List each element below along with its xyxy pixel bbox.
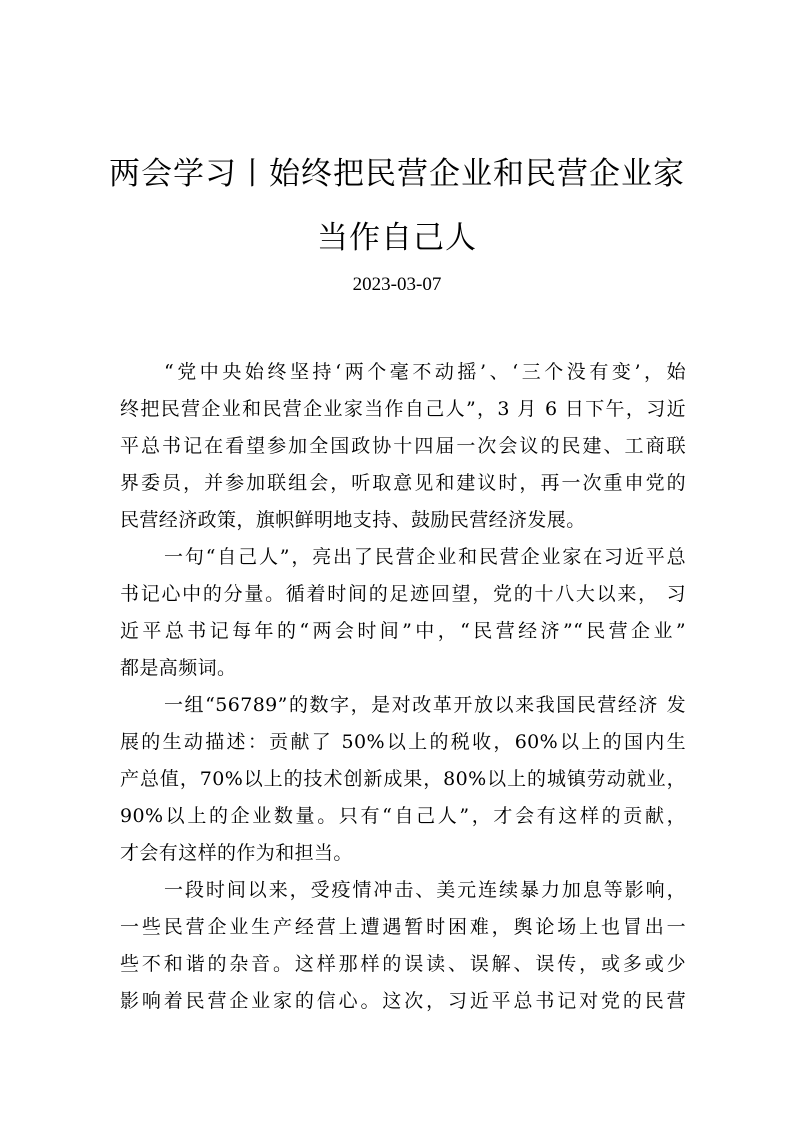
paragraph-line: 书记心中的分量。循着时间的足迹回望，党的十八大以来， 习 <box>120 583 686 605</box>
paragraph-line: “党中央始终坚持‘两个毫不动摇’、‘三个没有变’，始 <box>164 361 686 383</box>
paragraph-line: 一句“自己人”，亮出了民营企业和民营企业家在习近平总 <box>164 546 686 568</box>
paragraph-line: 展的生动描述：贡献了 50%以上的税收，60%以上的国内生 <box>120 731 686 753</box>
paragraph-line: 平总书记在看望参加全国政协十四届一次会议的民建、工商联 <box>120 435 686 457</box>
paragraph-line: 一些民营企业生产经营上遭遇暂时困难，舆论场上也冒出一 <box>120 916 686 938</box>
paragraph-line: 民营经济政策，旗帜鲜明地支持、鼓励民营经济发展。 <box>120 509 586 531</box>
paragraph-line: 终把民营企业和民营企业家当作自己人”，3 月 6 日下午，习近 <box>120 398 686 420</box>
paragraph-line: 一组“56789”的数字，是对改革开放以来我国民营经济 发 <box>164 694 686 716</box>
paragraph-1 <box>120 354 686 539</box>
paragraph-line: 都是高频词。 <box>120 657 237 679</box>
paragraph-line: 些不和谐的杂音。这样那样的误读、误解、误传，或多或少 <box>120 953 686 975</box>
paragraph-4 <box>120 872 686 1020</box>
paragraph-line: 影响着民营企业家的信心。这次，习近平总书记对党的民营 <box>120 990 686 1012</box>
paragraph-line: 一段时间以来，受疫情冲击、美元连续暴力加息等影响， <box>164 879 686 901</box>
article-body <box>120 354 686 1020</box>
document-title-line-2: 当作自己人 <box>317 220 477 256</box>
document-title-line-1: 两会学习丨始终把民营企业和民营企业家 <box>109 156 685 192</box>
publish-date: 2023-03-07 <box>352 274 442 295</box>
paragraph-line: 近平总书记每年的“两会时间”中，“民营经济”“民营企业” <box>120 620 686 642</box>
paragraph-3 <box>120 687 686 872</box>
paragraph-2 <box>120 539 686 687</box>
paragraph-line: 才会有这样的作为和担当。 <box>120 842 353 864</box>
paragraph-line: 90%以上的企业数量。只有“自己人”，才会有这样的贡献， <box>120 805 686 827</box>
paragraph-line: 产总值，70%以上的技术创新成果，80%以上的城镇劳动就业， <box>120 768 686 790</box>
paragraph-line: 界委员，并参加联组会，听取意见和建议时，再一次重申党的 <box>120 472 686 494</box>
